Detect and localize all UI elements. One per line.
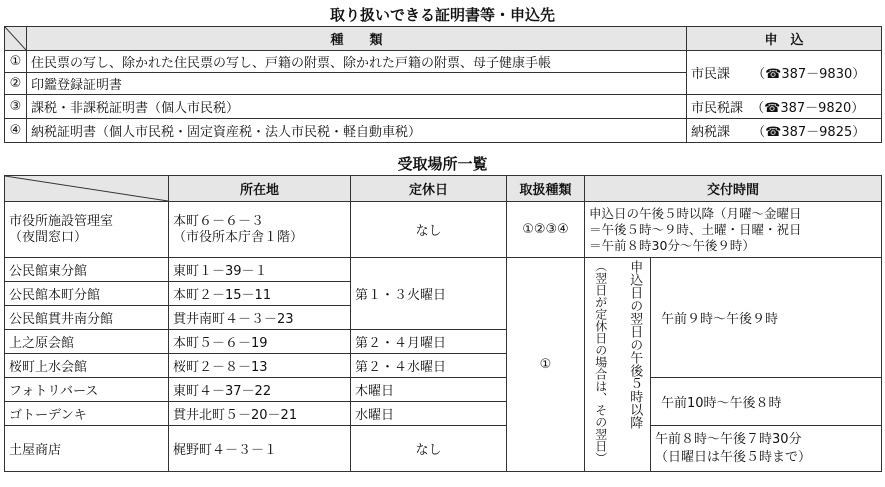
- row-number: ②: [5, 73, 27, 95]
- place-name-line: 市役所施設管理室: [9, 213, 114, 229]
- place-name: フォトリバース: [5, 378, 169, 402]
- place-addr: 本町２－15－11: [169, 282, 351, 306]
- place-name: 桜町上水会館: [5, 354, 169, 378]
- place-addr: 貫井北町５－20－21: [169, 402, 351, 426]
- hours-line: （日曜日は午後５時まで）: [655, 449, 812, 465]
- contact-phone: （☎387－9830）: [752, 67, 866, 82]
- contact-dept: 市民税課: [691, 101, 744, 116]
- holiday-photo: 木曜日: [351, 378, 507, 402]
- holiday-header: 定休日: [351, 176, 507, 202]
- holiday-group: 第１・３火曜日: [351, 258, 507, 330]
- contact-dept: 市民課: [691, 67, 731, 82]
- hours-line: ＝午後５時～９時、土曜・日曜・祝日: [589, 221, 802, 237]
- place-addr: 本町５－６－19: [169, 330, 351, 354]
- contact-shimin: [687, 51, 882, 95]
- row-number: ④: [5, 119, 27, 143]
- place-name: 土屋商店: [5, 426, 169, 472]
- place-name: 公民館貫井南分館: [5, 306, 169, 330]
- header-diagonal-cell: [5, 176, 169, 202]
- place-addr-cityhall: [169, 202, 351, 258]
- certificate-label: 印鑑登録証明書: [27, 73, 687, 95]
- hours-line: 申込日の午後５時以降（月曜～金曜日: [589, 205, 802, 221]
- holiday-goto: 水曜日: [351, 402, 507, 426]
- address-line: （市役所本庁舎１階）: [173, 229, 304, 245]
- hours-line: ＝午前８時30分～午後９時）: [589, 237, 755, 253]
- place-name: 公民館本町分館: [5, 282, 169, 306]
- certificate-label: 課税・非課税証明書（個人市民税）: [27, 95, 687, 119]
- pickup-table: [4, 175, 882, 472]
- place-name: ゴトーデンキ: [5, 402, 169, 426]
- holiday-uenohara: 第２・４月曜日: [351, 330, 507, 354]
- section1-title: 取り扱いできる証明書等・申込先: [329, 6, 555, 24]
- address-line: 本町６－６－３: [173, 213, 265, 229]
- vertical-paren-text: （翌日が定休日の場合は、その翌日）: [593, 260, 608, 464]
- certificate-label: 納税証明書（個人市民税・固定資産税・法人市民税・軽自動車税）: [27, 119, 687, 143]
- contact-shiminzei: [687, 95, 882, 119]
- hours-c: [651, 426, 882, 472]
- certificate-table: [4, 26, 882, 143]
- place-addr: 東町１－39－１: [169, 258, 351, 282]
- place-name-line: （夜間窓口）: [9, 229, 88, 245]
- hours-b: 午前10時～午後８時: [651, 378, 882, 426]
- place-addr: 桜町２－８－13: [169, 354, 351, 378]
- contact-dept: 納税課: [691, 125, 731, 140]
- hours-line: 午前８時～午後７時30分: [655, 431, 802, 447]
- place-addr: 梶野町４－３－１: [169, 426, 351, 472]
- place-addr: 貫井南町４－３－23: [169, 306, 351, 330]
- hours-header: 交付時間: [585, 176, 882, 202]
- types-cityhall: ①②③④: [507, 202, 585, 258]
- contact-phone: （☎387－9820）: [751, 101, 865, 116]
- certificate-label: 住民票の写し、除かれた住民票の写し、戸籍の附票、除かれた戸籍の附票、母子健康手帳: [27, 51, 687, 73]
- holiday-cityhall: なし: [351, 202, 507, 258]
- type-header: 種 類: [27, 27, 687, 51]
- address-header: 所在地: [169, 176, 351, 202]
- vertical-main-text: 申込日の翌日の午後５時以降: [627, 260, 643, 429]
- holiday-sakura: 第２・４水曜日: [351, 354, 507, 378]
- place-name-cityhall: [5, 202, 169, 258]
- holiday-tsuchiya: なし: [351, 426, 507, 472]
- place-addr: 東町４－37－22: [169, 378, 351, 402]
- vertical-note-cell: [585, 258, 651, 472]
- hours-a: 午前９時～午後９時: [651, 258, 882, 378]
- apply-header: 申 込: [687, 27, 882, 51]
- place-name: 公民館東分館: [5, 258, 169, 282]
- row-number: ③: [5, 95, 27, 119]
- section2-title: 受取場所一覧: [397, 155, 488, 173]
- contact-phone: （☎387－9825）: [752, 125, 866, 140]
- contact-nozei: [687, 119, 882, 143]
- row-number: ①: [5, 51, 27, 73]
- place-name: 上之原会館: [5, 330, 169, 354]
- header-diagonal-cell: [5, 27, 27, 51]
- types-other: ①: [507, 258, 585, 472]
- hours-cityhall: [585, 202, 882, 258]
- types-header: 取扱種類: [507, 176, 585, 202]
